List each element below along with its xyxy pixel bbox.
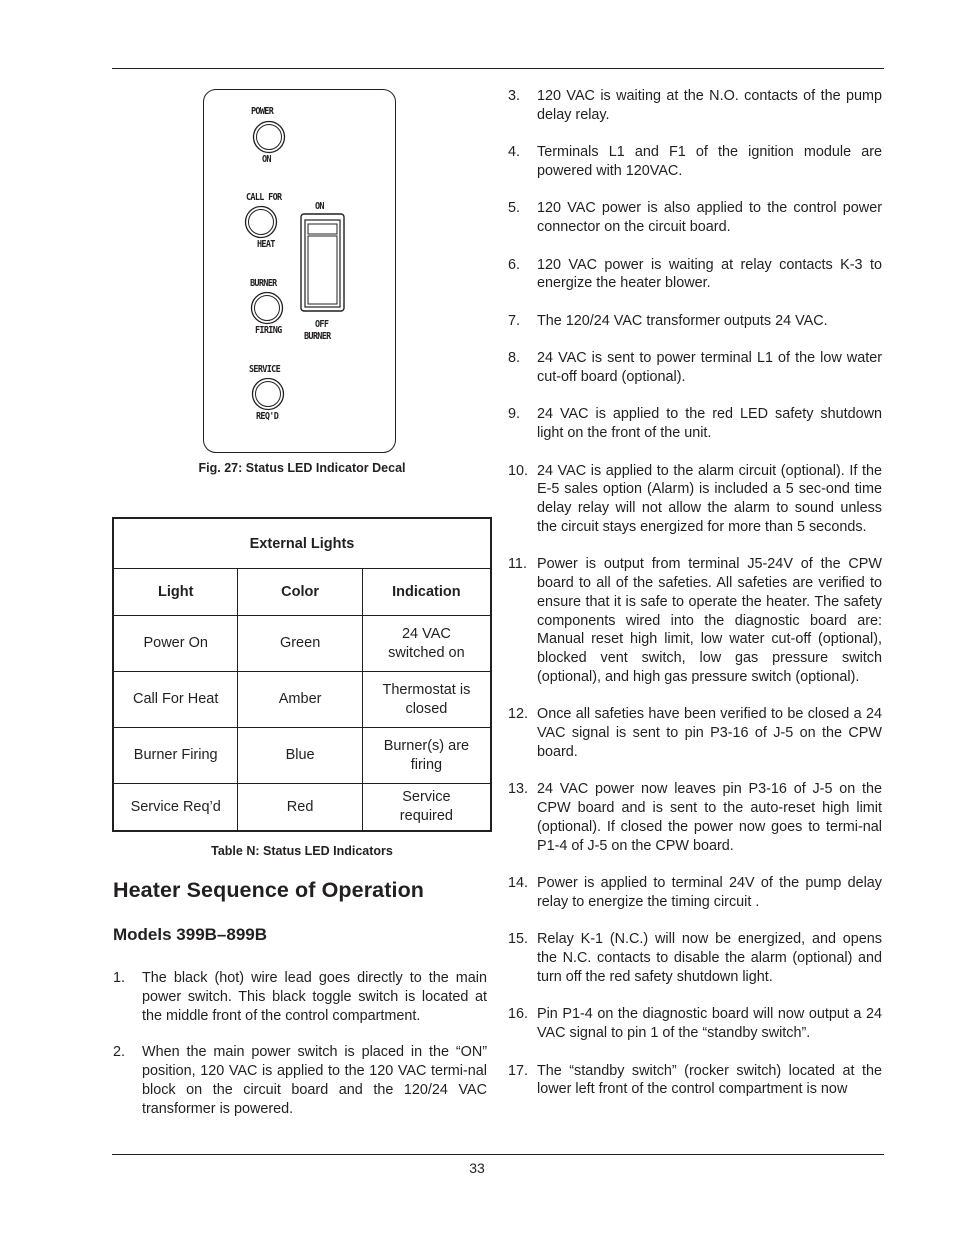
step-text: The 120/24 VAC transformer outputs 24 VAC.	[537, 312, 828, 329]
step-text: When the main power switch is placed in the “ON” position, 120 VAC is applied to the 120 VAC termi-nal block on the circuit board and the 120/24 VAC transformer is powered.	[142, 1044, 487, 1117]
list-item	[508, 874, 882, 912]
step-number: 13.	[508, 781, 529, 798]
step-text: The black (hot) wire lead goes directly to the main power switch. This black toggle switch is located at the middle front of the control compartment.	[142, 970, 487, 1024]
list-item	[508, 405, 882, 443]
step-text: 120 VAC power is also applied to the control power connector on the circuit board.	[537, 200, 882, 236]
list-item	[508, 256, 882, 294]
step-number: 17.	[508, 1062, 529, 1079]
decal-label-power-on: ON	[262, 154, 271, 165]
table-cell: Power On	[114, 616, 238, 672]
step-number: 6.	[508, 256, 521, 273]
table-row	[114, 728, 491, 784]
step-text: 24 VAC power now leaves pin P3-16 of J-5 on the CPW board and is sent to the auto-reset high limit (optional). If closed the power now goes to termi-nal P1-4 of J-5 on the CPW board.	[537, 781, 882, 854]
column-header-color: Color	[238, 569, 362, 616]
step-text: 120 VAC is waiting at the N.O. contacts of the pump delay relay.	[537, 88, 882, 123]
decal-label-burner: BURNER	[250, 278, 277, 289]
table-title: External Lights	[114, 519, 491, 569]
table-row	[114, 616, 491, 672]
table-cell: Service Req’d	[114, 784, 238, 831]
list-item	[508, 87, 882, 125]
list-item	[508, 705, 882, 761]
step-number: 14.	[508, 875, 529, 892]
service-reqd-led-icon	[251, 376, 285, 412]
switch-label-on: ON	[315, 201, 324, 212]
list-item	[113, 969, 487, 1025]
list-item	[508, 312, 882, 331]
list-item	[113, 1043, 487, 1118]
header-rule	[112, 68, 884, 69]
footer-rule	[112, 1154, 884, 1155]
list-item	[508, 462, 882, 537]
step-text: Pin P1-4 on the diagnostic board will now output a 24 VAC signal to pin 1 of the “standby switch”.	[537, 1006, 882, 1042]
table-title-row	[114, 519, 491, 569]
step-text: The “standby switch” (rocker switch) located at the lower left front of the control compartment is now	[537, 1062, 882, 1098]
table-caption: Table N: Status LED Indicators	[211, 844, 393, 858]
step-text: Power is output from terminal J5-24V of the CPW board to all of the safeties. All safeties are verified to ensure that it is safe to operate the heater. The safety components wired into the diagnostic board are: Manual reset high limit, low water cut-off (optional), blocked vent switch, low gas pressure switch (optional), and high gas pressure switch (optional).	[537, 556, 882, 686]
table-cell: Green	[238, 616, 362, 672]
column-header-light: Light	[114, 569, 238, 616]
table-cell: Amber	[238, 672, 362, 728]
list-item	[508, 143, 882, 181]
step-text: Power is applied to terminal 24V of the pump delay relay to energize the timing circuit .	[537, 875, 882, 911]
step-text: Once all safeties have been verified to be closed a 24 VAC signal is sent to pin P3-16 of J-5 on the CPW board.	[537, 706, 882, 761]
sequence-steps-left	[113, 969, 487, 1119]
step-number: 3.	[508, 88, 521, 104]
step-text: 24 VAC is sent to power terminal L1 of the low water cut-off board (optional).	[537, 350, 882, 385]
figure-caption: Fig. 27: Status LED Indicator Decal	[198, 461, 406, 475]
step-number: 12.	[508, 706, 529, 723]
list-item	[508, 780, 882, 855]
step-number: 11.	[508, 556, 527, 573]
decal-label-power: POWER	[251, 106, 274, 117]
list-item	[508, 1062, 882, 1100]
list-item	[508, 1005, 882, 1043]
table-row	[114, 784, 491, 831]
section-heading: Heater Sequence of Operation	[113, 878, 425, 902]
step-text: 24 VAC is applied to the red LED safety shutdown light on the front of the unit.	[537, 406, 882, 442]
step-text: 24 VAC is applied to the alarm circuit (optional). If the E-5 sales option (Alarm) is included a 5 sec-ond time delay relay will not allow the alarm to sound unless the circuit stays energized for more than 5 seconds.	[537, 462, 882, 535]
table-cell: Burner(s) are firing	[362, 728, 490, 784]
table-cell: Thermostat is closed	[362, 672, 490, 728]
table-cell: Red	[238, 784, 362, 831]
rocker-switch-icon	[300, 213, 346, 313]
list-item	[508, 199, 882, 237]
table-header-row	[114, 569, 491, 616]
step-text: Relay K-1 (N.C.) will now be energized, and opens the N.C. contacts to disable the alarm (optional) and turn off the red safety shutdown light.	[537, 931, 882, 986]
decal-label-firing: FIRING	[255, 325, 282, 336]
decal-label-reqd: REQ'D	[256, 411, 279, 422]
step-number: 8.	[508, 350, 521, 367]
decal-label-call-for: CALL FOR	[246, 192, 282, 203]
section-subheading: Models 399B–899B	[113, 925, 268, 944]
step-number: 10.	[508, 462, 529, 479]
sequence-steps-right	[508, 87, 882, 1099]
table-cell: 24 VAC switched on	[362, 616, 490, 672]
list-item	[508, 349, 882, 387]
column-header-indication: Indication	[362, 569, 490, 616]
table-cell: Burner Firing	[114, 728, 238, 784]
step-text: Terminals L1 and F1 of the ignition module are powered with 120VAC.	[537, 144, 882, 179]
list-item	[508, 555, 882, 687]
decal-label-heat: HEAT	[257, 239, 275, 250]
step-number: 15.	[508, 931, 529, 948]
external-lights-table	[113, 518, 491, 831]
power-led-icon	[252, 119, 286, 155]
switch-label-off: OFF	[315, 319, 329, 330]
burner-firing-led-icon	[250, 290, 284, 326]
decal-label-service: SERVICE	[249, 364, 281, 375]
switch-label-burner: BURNER	[304, 331, 331, 342]
step-number: 9.	[508, 406, 521, 423]
step-number: 16.	[508, 1006, 529, 1023]
table-row	[114, 672, 491, 728]
step-number: 4.	[508, 144, 521, 161]
step-number: 2.	[113, 1044, 126, 1061]
page-number: 33	[469, 1160, 485, 1176]
list-item	[508, 930, 882, 986]
step-number: 7.	[508, 312, 521, 329]
step-number: 1.	[113, 970, 126, 986]
table-cell: Blue	[238, 728, 362, 784]
table-cell: Call For Heat	[114, 672, 238, 728]
step-text: 120 VAC power is waiting at relay contacts K-3 to energize the heater blower.	[537, 256, 882, 292]
call-for-heat-led-icon	[244, 204, 278, 240]
step-number: 5.	[508, 200, 521, 217]
table-cell: Service required	[362, 784, 490, 831]
